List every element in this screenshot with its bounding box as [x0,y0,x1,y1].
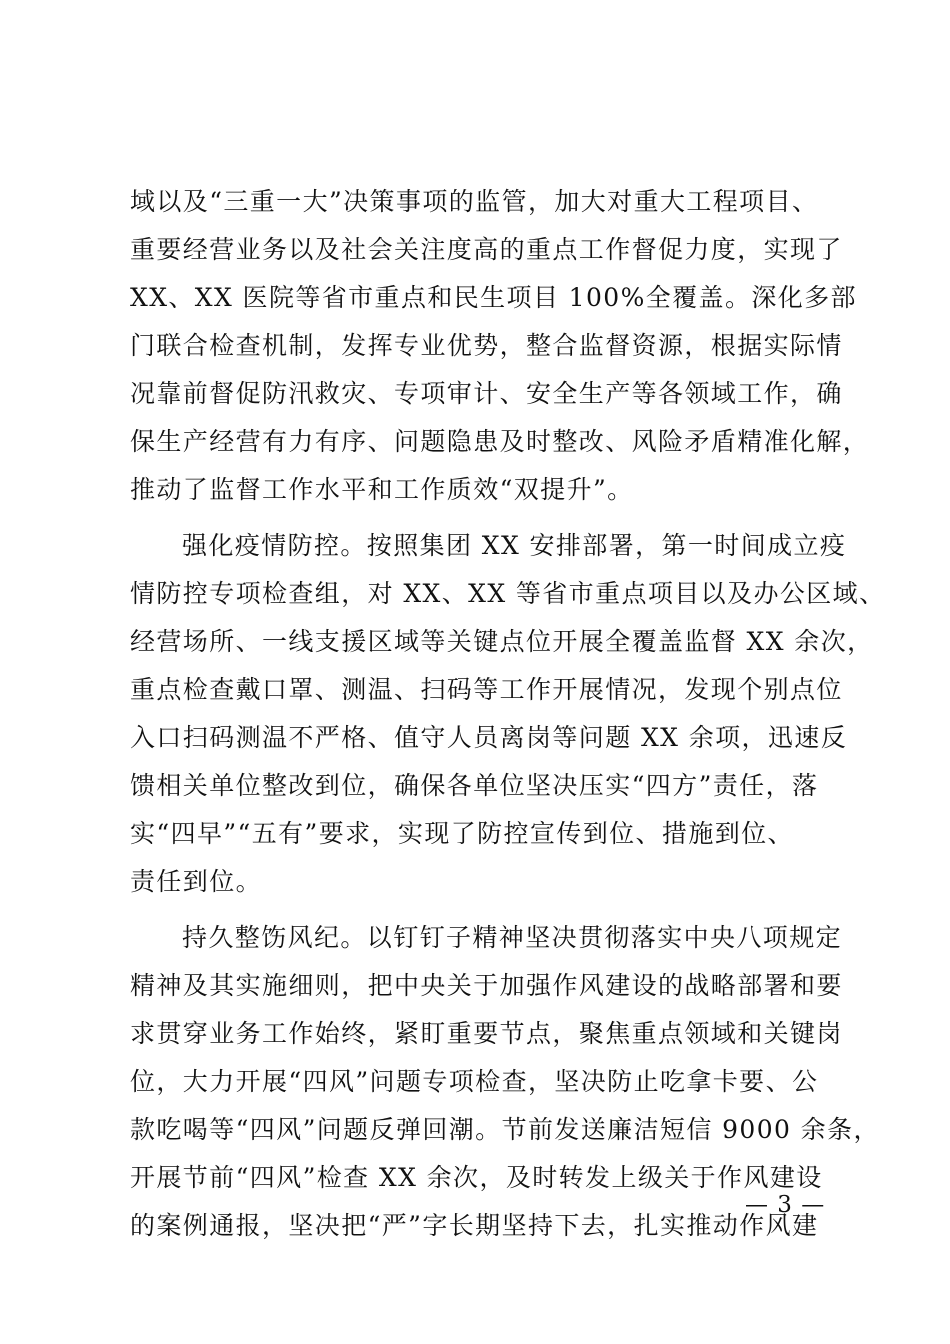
text-line: 重要经营业务以及社会关注度高的重点工作督促力度，实现了 [130,235,843,264]
text-line: 推动了监督工作水平和工作质效“双提升”。 [130,475,634,504]
text-line: 门联合检查机制，发挥专业优势，整合监督资源，根据实际情 [130,331,843,360]
text-line: 开展节前“四风”检查 XX 余次，及时转发上级关于作风建设 [130,1163,823,1192]
text-line: 况靠前督促防汛救灾、专项审计、安全生产等各领域工作，确 [130,379,843,408]
text-line: 入口扫码测温不严格、值守人员离岗等问题 XX 余项，迅速反 [130,723,848,752]
text-line: 情防控专项检查组，对 XX、XX 等省市重点项目以及办公区域、 [130,579,886,608]
text-line-first: 强化疫情防控。按照集团 XX 安排部署，第一时间成立疫 [182,531,847,560]
text-line: 经营场所、一线支援区域等关键点位开展全覆盖监督 XX 余次， [130,627,874,656]
paragraph-spacer [130,514,850,522]
body-text [130,178,886,1250]
text-line: 精神及其实施细则，把中央关于加强作风建设的战略部署和要 [130,971,843,1000]
text-line: 的案例通报，坚决把“严”字长期坚持下去，扎实推动作风建 [130,1211,819,1240]
text-line: 域以及“三重一大”决策事项的监管，加大对重大工程项目、 [130,187,819,216]
text-line: 保生产经营有力有序、问题隐患及时整改、风险矛盾精准化解， [130,427,870,456]
text-line: 位，大力开展“四风”问题专项检查，坚决防止吃拿卡要、公 [130,1067,819,1096]
text-line: 实“四早”“五有”要求，实现了防控宣传到位、措施到位、 [130,819,794,848]
paragraph-2 [130,522,886,906]
text-line: 款吃喝等“四风”问题反弹回潮。节前发送廉洁短信 9000 余条， [130,1115,880,1144]
text-line: 责任到位。 [130,867,263,896]
paragraph-3 [130,914,880,1250]
text-line-first: 持久整饬风纪。以钉钉子精神坚决贯彻落实中央八项规定 [182,923,843,952]
paragraph-1 [130,178,870,514]
text-line: 求贯穿业务工作始终，紧盯重要节点，聚焦重点领域和关键岗 [130,1019,843,1048]
text-line: 馈相关单位整改到位，确保各单位坚决压实“四方”责任，落 [130,771,819,800]
page-number: — 3 — [745,1192,826,1218]
paragraph-spacer [130,906,850,914]
text-line: 重点检查戴口罩、测温、扫码等工作开展情况，发现个别点位 [130,675,843,704]
text-line: XX、XX 医院等省市重点和民生项目 100%全覆盖。深化多部 [130,283,857,312]
